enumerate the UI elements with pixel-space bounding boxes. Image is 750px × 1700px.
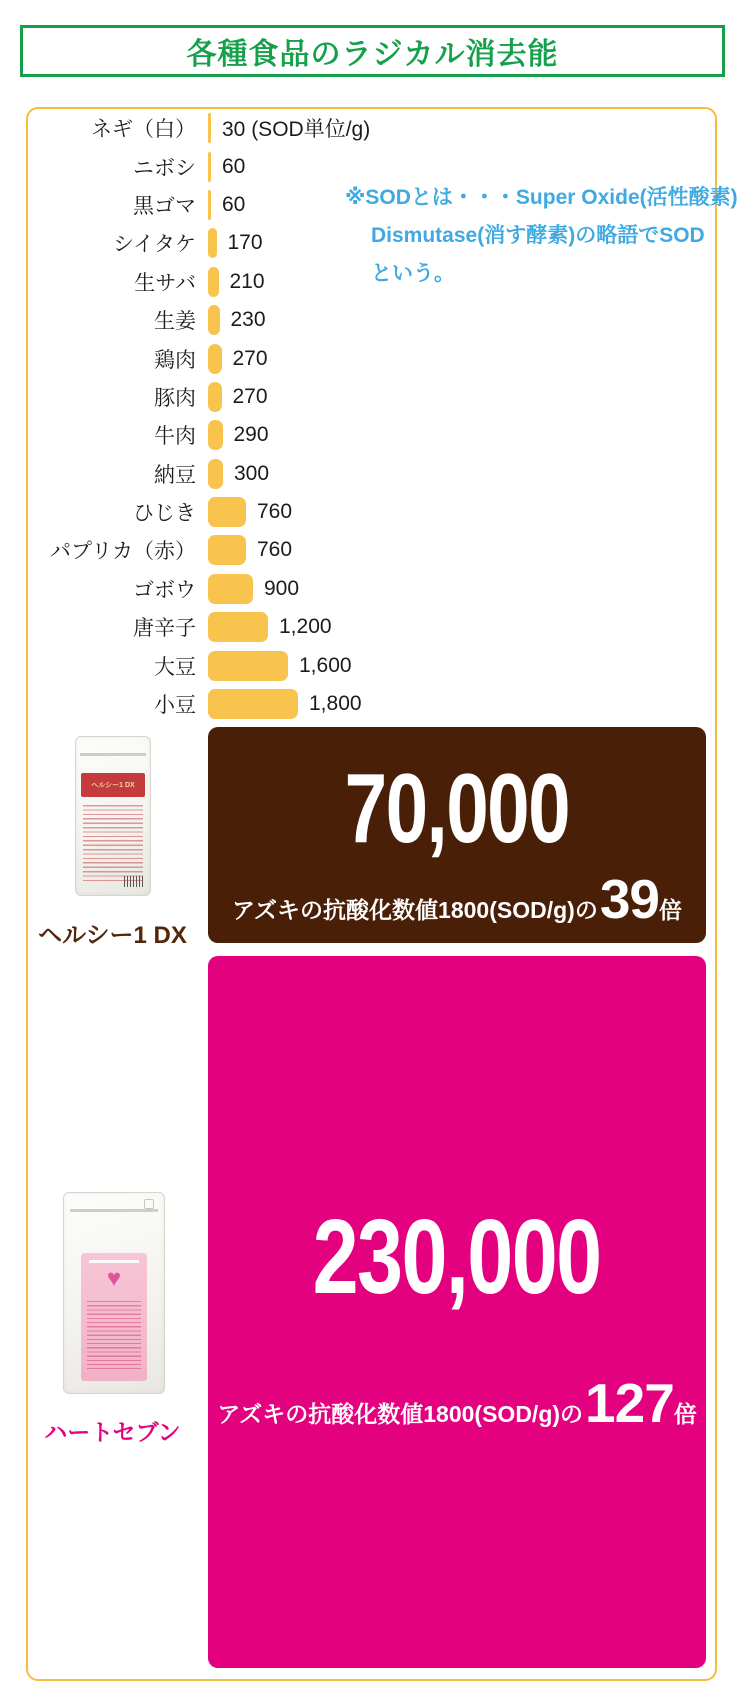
barcode-icon: [124, 876, 144, 887]
category-label: パプリカ（赤）: [50, 540, 196, 564]
bar: [208, 228, 217, 258]
caption-suffix: 倍: [673, 1401, 697, 1427]
chart-row: [40, 685, 710, 723]
bar: [208, 689, 298, 719]
sod-note: [345, 179, 738, 293]
value-label: 290: [233, 423, 269, 447]
value-label: 270: [232, 346, 268, 370]
category-label: 小豆: [154, 694, 196, 718]
highlight-box-heartseven: [208, 956, 706, 1668]
category-label: 生姜: [154, 310, 196, 334]
bar: [208, 152, 211, 182]
value-label: 760: [257, 538, 293, 562]
value-label: 900: [264, 576, 300, 600]
bar: [208, 113, 211, 143]
category-label: ゴボウ: [133, 578, 196, 602]
value-label: 60: [222, 192, 246, 216]
product-image-heartseven: [63, 1192, 165, 1394]
value-label: 1,200: [279, 615, 332, 639]
chart-row: [40, 301, 710, 339]
caption-prefix: アズキの抗酸化数値1800(SOD/g)の: [231, 897, 598, 923]
product-name-heartseven: ハートセブン: [44, 1419, 181, 1445]
category-label: 鶏肉: [154, 348, 196, 372]
sod-note-line: ※SODとは・・・Super Oxide(活性酸素): [345, 186, 738, 209]
bar: [208, 535, 246, 565]
caption-prefix: アズキの抗酸化数値1800(SOD/g)の: [217, 1401, 584, 1427]
pouch-fineprint: [87, 1301, 141, 1369]
value-label: 170: [227, 231, 263, 255]
bar: [208, 574, 253, 604]
category-label: シイタケ: [113, 233, 196, 257]
chart-row: [40, 570, 710, 608]
category-label: 牛肉: [154, 425, 196, 449]
chart-row: [40, 339, 710, 377]
value-label: 270: [232, 384, 268, 408]
category-label: 豚肉: [154, 386, 196, 410]
pouch-zip: [70, 1209, 158, 1212]
chart-row: [40, 378, 710, 416]
bar: [208, 497, 246, 527]
caption-suffix: 倍: [659, 897, 683, 923]
chart-row: [40, 109, 710, 147]
bar: [208, 305, 220, 335]
category-label: 納豆: [154, 463, 196, 487]
sod-value-healthy1dx: 70,000: [344, 753, 570, 863]
value-label: 30 (SOD単位/g): [222, 118, 371, 142]
bar: [208, 190, 211, 220]
value-label: 60: [222, 154, 246, 178]
sod-note-line: Dismutase(消す酵素)の略語でSOD: [371, 224, 705, 247]
chart-row: [40, 493, 710, 531]
chart-row: [40, 455, 710, 493]
value-label: 1,800: [309, 692, 362, 716]
sod-note-line: という。: [371, 262, 455, 285]
category-label: ひじき: [133, 502, 196, 526]
value-label: 760: [257, 500, 293, 524]
category-label: 黒ゴマ: [133, 194, 196, 218]
category-label: 唐辛子: [133, 617, 196, 641]
highlight-box-healthy1dx: [208, 727, 706, 943]
bar: [208, 459, 223, 489]
value-label: 210: [229, 269, 265, 293]
bar: [208, 612, 268, 642]
title-box: [20, 25, 725, 77]
pouch-label: [81, 1253, 147, 1381]
value-label: 300: [234, 461, 270, 485]
pouch-band-label: ヘルシー1 DX: [91, 782, 135, 789]
bar: [208, 267, 219, 297]
comparison-caption-heartseven: [208, 1372, 706, 1434]
category-label: 生サバ: [134, 271, 196, 295]
value-label: 1,600: [299, 653, 352, 677]
category-label: ニボシ: [133, 156, 196, 180]
bar: [208, 344, 222, 374]
pouch-fineprint: [83, 805, 142, 881]
multiplier-value: 39: [599, 868, 660, 930]
category-label: ネギ（白）: [91, 118, 196, 142]
product-name-healthy1dx: ヘルシー1 DX: [38, 922, 187, 949]
bar: [208, 651, 288, 681]
pouch-label-topline: [89, 1260, 139, 1263]
pouch-band: [81, 773, 145, 797]
multiplier-value: 127: [585, 1372, 674, 1434]
comparison-caption-healthy1dx: [208, 868, 706, 930]
bar: [208, 420, 223, 450]
chart-row: [40, 608, 710, 646]
category-label: 大豆: [154, 655, 196, 679]
chart-row: [40, 646, 710, 684]
hang-hole: [144, 1199, 154, 1209]
value-label: 230: [230, 308, 266, 332]
bar: [208, 382, 222, 412]
chart-row: [40, 416, 710, 454]
sod-value-heartseven: 230,000: [313, 1198, 601, 1316]
page-title: 各種食品のラジカル消去能: [186, 38, 559, 71]
pouch-zip: [80, 753, 145, 756]
heart-icon: ♥: [106, 1265, 122, 1292]
product-image-healthy1dx: [75, 736, 151, 896]
chart-row: [40, 531, 710, 569]
